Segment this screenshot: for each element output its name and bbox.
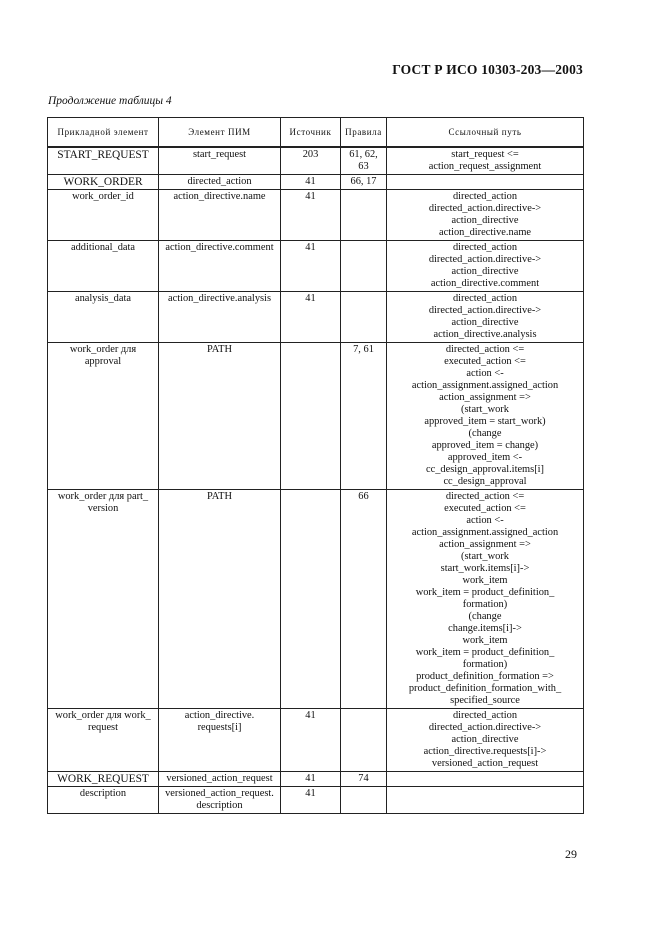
cell-application-element-line: work_order для [69, 344, 137, 355]
cell-application-element-line: work_order для part_ [57, 491, 149, 502]
cell-application-element-line: WORK_REQUEST [57, 773, 149, 785]
cell-source: 41 [281, 241, 341, 292]
cell-pim-element-line: action_directive.comment [165, 242, 274, 253]
cell-reference-path-line: action_directive [451, 215, 519, 226]
cell-reference-path-line: action_assignment => [439, 539, 531, 550]
cell-application-element-line: additional_data [70, 242, 136, 253]
cell-reference-path-line: formation) [462, 659, 508, 670]
cell-reference-path-line: start_work.items[i]-> [440, 563, 530, 574]
cell-reference-path-line: cc_design_approval [443, 476, 527, 487]
cell-reference-path [387, 175, 584, 190]
cell-pim-element [159, 292, 281, 343]
cell-reference-path-line: action_directive.analysis [433, 329, 537, 340]
cell-source: 41 [281, 787, 341, 814]
cell-reference-path [387, 147, 584, 175]
cell-application-element [48, 772, 159, 787]
cell-reference-path-line: work_item [462, 635, 508, 646]
table-row [48, 772, 584, 787]
cell-rules [341, 772, 387, 787]
cell-rules-line: 66, 17 [350, 176, 377, 187]
cell-reference-path-line: action_assignment => [439, 392, 531, 403]
page-number: 29 [565, 847, 577, 861]
cell-reference-path-line: action <- [466, 368, 504, 379]
cell-reference-path [387, 190, 584, 241]
cell-reference-path-line: product_definition_formation => [416, 671, 554, 682]
column-header-application-element: Прикладной элемент [48, 118, 159, 148]
table-row [48, 175, 584, 190]
cell-pim-element-line: directed_action [187, 176, 252, 187]
table-caption: Продолжение таблицы 4 [48, 95, 172, 107]
cell-reference-path-line: directed_action [452, 710, 518, 721]
column-header-pim-element: Элемент ПИМ [159, 118, 281, 148]
document-header: ГОСТ Р ИСО 10303-203—2003 [392, 62, 583, 77]
cell-pim-element-line: action_directive.name [173, 191, 266, 202]
cell-application-element [48, 147, 159, 175]
cell-rules [341, 709, 387, 772]
cell-rules [341, 190, 387, 241]
table-row [48, 787, 584, 814]
cell-source: 41 [281, 175, 341, 190]
cell-pim-element-line: action_directive.analysis [167, 293, 271, 304]
cell-rules [341, 490, 387, 709]
cell-reference-path-line: product_definition_formation_with_ [408, 683, 562, 694]
cell-pim-element [159, 147, 281, 175]
cell-source [281, 490, 341, 709]
table-body [48, 147, 584, 814]
table-header-row [48, 118, 584, 148]
cell-reference-path-line: directed_action.directive-> [428, 254, 542, 265]
cell-application-element [48, 709, 159, 772]
cell-reference-path-line: directed_action [452, 242, 518, 253]
cell-pim-element-line: PATH [206, 491, 233, 502]
cell-rules [341, 241, 387, 292]
table-row [48, 190, 584, 241]
cell-rules-line: 63 [358, 161, 369, 172]
cell-reference-path-line: action_directive [451, 317, 519, 328]
cell-pim-element-line: description [196, 800, 243, 811]
mapping-table [47, 117, 584, 814]
cell-application-element [48, 292, 159, 343]
cell-pim-element [159, 787, 281, 814]
cell-reference-path-line: directed_action.directive-> [428, 722, 542, 733]
cell-reference-path-line: action_directive [451, 734, 519, 745]
cell-pim-element [159, 709, 281, 772]
cell-reference-path-line: (change [468, 611, 502, 622]
cell-reference-path-line: (start_work [461, 551, 509, 562]
cell-pim-element-line: versioned_action_request. [165, 788, 274, 799]
column-header-source: Источник [281, 118, 341, 148]
cell-application-element [48, 241, 159, 292]
cell-source: 41 [281, 190, 341, 241]
cell-reference-path-line: directed_action.directive-> [428, 203, 542, 214]
cell-pim-element-line: PATH [206, 344, 233, 355]
cell-application-element [48, 343, 159, 490]
cell-reference-path-line: action_assignment.assigned_action [411, 527, 559, 538]
cell-application-element-line: request [87, 722, 118, 733]
cell-pim-element [159, 490, 281, 709]
cell-pim-element-line: action_directive. [184, 710, 255, 721]
cell-reference-path-line: directed_action [452, 293, 518, 304]
cell-rules-line: 66 [358, 491, 369, 502]
cell-rules [341, 787, 387, 814]
cell-reference-path-line: versioned_action_request [431, 758, 539, 769]
cell-reference-path-line: action <- [466, 515, 504, 526]
cell-reference-path-line: action_directive.name [438, 227, 532, 238]
cell-pim-element [159, 190, 281, 241]
cell-application-element [48, 490, 159, 709]
cell-pim-element [159, 343, 281, 490]
cell-reference-path-line: directed_action.directive-> [428, 305, 542, 316]
table-row [48, 709, 584, 772]
cell-pim-element [159, 175, 281, 190]
column-header-rules: Правила [341, 118, 387, 148]
cell-reference-path-line: directed_action [452, 191, 518, 202]
cell-reference-path-line: start_request <= [451, 149, 519, 160]
cell-reference-path-line: change.items[i]-> [448, 623, 522, 634]
cell-application-element-line: description [79, 788, 127, 799]
table-row [48, 343, 584, 490]
cell-pim-element-line: start_request [192, 149, 247, 160]
cell-source: 41 [281, 292, 341, 343]
cell-reference-path-line: executed_action <= [444, 503, 526, 514]
cell-application-element-line: version [87, 503, 119, 514]
cell-source: 41 [281, 709, 341, 772]
cell-reference-path-line: action_directive.comment [430, 278, 540, 289]
cell-application-element-line: analysis_data [75, 293, 131, 304]
cell-pim-element [159, 772, 281, 787]
column-header-reference-path: Ссылочный путь [387, 118, 584, 148]
cell-reference-path-line: cc_design_approval.items[i] [425, 464, 544, 475]
cell-reference-path-line: work_item = product_definition_ [415, 647, 555, 658]
cell-application-element-line: work_order для work_ [55, 710, 151, 721]
cell-reference-path [387, 709, 584, 772]
cell-pim-element-line: versioned_action_request [166, 773, 273, 784]
cell-reference-path-line: (change [468, 428, 502, 439]
cell-reference-path [387, 343, 584, 490]
cell-reference-path-line: formation) [462, 599, 508, 610]
cell-rules-line: 74 [358, 773, 369, 784]
cell-reference-path [387, 292, 584, 343]
cell-application-element-line: START_REQUEST [57, 149, 149, 161]
cell-rules [341, 292, 387, 343]
cell-reference-path [387, 787, 584, 814]
cell-application-element-line: approval [84, 356, 122, 367]
cell-reference-path-line: work_item [462, 575, 508, 586]
cell-reference-path-line: action_request_assignment [428, 161, 542, 172]
cell-source: 41 [281, 772, 341, 787]
cell-pim-element [159, 241, 281, 292]
table-row [48, 292, 584, 343]
cell-reference-path-line: approved_item <- [447, 452, 523, 463]
table-row [48, 147, 584, 175]
cell-application-element [48, 787, 159, 814]
cell-reference-path-line: executed_action <= [444, 356, 526, 367]
cell-reference-path-line: action_directive [451, 266, 519, 277]
cell-reference-path [387, 241, 584, 292]
cell-reference-path-line: directed_action <= [445, 491, 525, 502]
cell-reference-path-line: work_item = product_definition_ [415, 587, 555, 598]
table-row [48, 241, 584, 292]
cell-rules [341, 343, 387, 490]
cell-rules-line: 61, 62, [349, 149, 378, 160]
cell-reference-path-line: directed_action <= [445, 344, 525, 355]
table-row [48, 490, 584, 709]
cell-reference-path-line: approved_item = start_work) [424, 416, 546, 427]
cell-source [281, 343, 341, 490]
cell-reference-path-line: action_assignment.assigned_action [411, 380, 559, 391]
cell-application-element [48, 190, 159, 241]
cell-reference-path [387, 490, 584, 709]
cell-rules-line: 7, 61 [353, 344, 374, 355]
cell-application-element-line: WORK_ORDER [63, 176, 143, 188]
cell-pim-element-line: requests[i] [197, 722, 242, 733]
cell-reference-path-line: action_directive.requests[i]-> [423, 746, 547, 757]
cell-reference-path-line: specified_source [450, 695, 520, 706]
cell-application-element-line: work_order_id [72, 191, 134, 202]
cell-reference-path-line: approved_item = change) [431, 440, 539, 451]
cell-application-element [48, 175, 159, 190]
cell-source: 203 [281, 147, 341, 175]
cell-rules [341, 147, 387, 175]
cell-reference-path [387, 772, 584, 787]
cell-reference-path-line: (start_work [461, 404, 509, 415]
cell-rules [341, 175, 387, 190]
